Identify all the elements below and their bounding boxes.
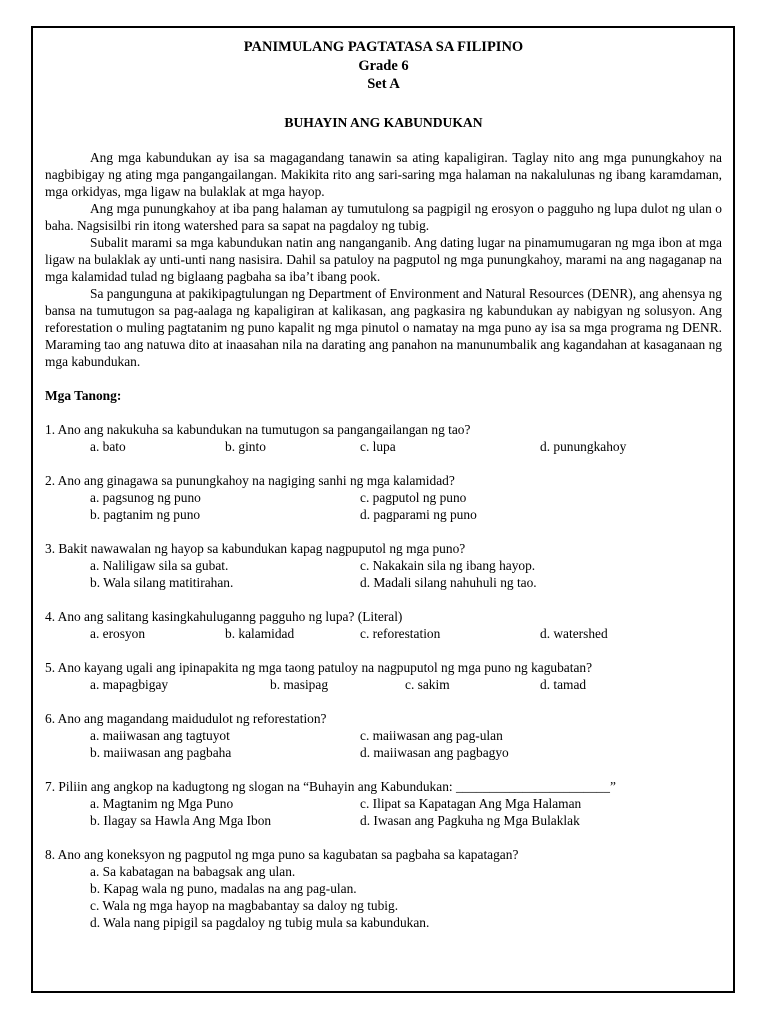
options	[45, 625, 722, 642]
option-b: b. ginto	[225, 438, 266, 454]
option-b: b. masipag	[270, 676, 329, 692]
option-d: d. Iwasan ang Pagkuha ng Mga Bulaklak	[360, 812, 580, 828]
option-b: b. Kapag wala ng puno, madalas na ang pag-ulan.	[90, 880, 357, 896]
option-c: c. lupa	[360, 438, 396, 454]
option-c: c. maiiwasan ang pag-ulan	[360, 727, 503, 743]
options	[45, 676, 722, 693]
question-7	[45, 778, 722, 829]
option-b: b. Ilagay sa Hawla Ang Mga Ibon	[90, 812, 272, 828]
story-paragraph: Subalit marami sa mga kabundukan natin ang nanganganib. Ang dating lugar na pinamumugaran ng mga ibon at mga ligaw na bulaklak ay unti-unti nang nasisira. Dahil sa patuloy na pagputol ng mga punungkahoy, marami na ang nagaganap na mga kalamidad tulad ng biglaang pagbaha sa iba’t ibang pook.	[45, 234, 722, 284]
option-c: c. Nakakain sila ng ibang hayop.	[360, 557, 536, 573]
option-d: d. Wala nang pipigil sa pagdaloy ng tubig mula sa kabundukan.	[90, 914, 430, 930]
question-stem: 2. Ano ang ginagawa sa punungkahoy na nagiging sanhi ng mga kalamidad?	[45, 472, 455, 488]
question-stem: 7. Piliin ang angkop na kadugtong ng slogan na “Buhayin ang Kabundukan: _______________________”	[45, 778, 616, 794]
option-d: d. tamad	[540, 676, 587, 692]
question-stem: 3. Bakit nawawalan ng hayop sa kabundukan kapag nagpuputol ng mga puno?	[45, 540, 466, 556]
option-a: a. Naliligaw sila sa gubat.	[90, 557, 229, 573]
worksheet	[45, 38, 722, 931]
question-4	[45, 608, 722, 642]
option-c: c. Ilipat sa Kapatagan Ang Mga Halaman	[360, 795, 582, 811]
options	[45, 438, 722, 455]
option-d: d. watershed	[540, 625, 608, 641]
options	[45, 795, 722, 829]
option-b: b. pagtanim ng puno	[90, 506, 201, 522]
options	[45, 557, 722, 591]
option-b: b. Wala silang matitirahan.	[90, 574, 234, 590]
option-d: d. maiiwasan ang pagbagyo	[360, 744, 509, 760]
story-paragraph: Ang mga punungkahoy at iba pang halaman ay tumutulong sa pagpigil ng erosyon o pagguho ng lupa dulot ng ulan o baha. Nagsisilbi rin itong watershed para sa sapat na pagdaloy ng tubig.	[45, 200, 722, 233]
options	[45, 727, 722, 761]
option-b: b. maiiwasan ang pagbaha	[90, 744, 232, 760]
question-stem: 4. Ano ang salitang kasingkahuluganng pagguho ng lupa? (Literal)	[45, 608, 403, 624]
worksheet-title: PANIMULANG PAGTATASA SA FILIPINO	[243, 39, 524, 55]
question-stem: 5. Ano kayang ugali ang ipinapakita ng mga taong patuloy na nagpuputol ng mga puno ng kagubatan?	[45, 659, 593, 675]
options	[45, 489, 722, 523]
question-6	[45, 710, 722, 761]
option-d: d. punungkahoy	[540, 438, 627, 454]
option-d: d. pagparami ng puno	[360, 506, 477, 522]
story-paragraph: Sa pangunguna at pakikipagtulungan ng Department of Environment and Natural Resources (DENR), ang ahensya ng bansa na tumutugon sa pag-aalaga ng kapaligiran at kalikasan, ang pagkasira ng kabundukan ay nabigyan ng solusyon. Ang reforestation o muling pagtatanim ng puno kapalit ng mga pinutol o namatay na mga puno ay isa sa mga programa ng DENR. Maraming tao ang natuwa dito at inaasahan nila na darating ang panahon na manunumbalik ang kagandahan at kasaganaan ng mga kabundukan.	[45, 285, 722, 369]
option-a: a. maiiwasan ang tagtuyot	[90, 727, 230, 743]
question-stem: 1. Ano ang nakukuha sa kabundukan na tumutugon sa pangangailangan ng tao?	[45, 421, 471, 437]
option-a: a. mapagbigay	[90, 676, 169, 692]
option-c: c. sakim	[405, 676, 450, 692]
option-c: c. Wala ng mga hayop na magbabantay sa daloy ng tubig.	[90, 897, 399, 913]
option-c: c. reforestation	[360, 625, 441, 641]
questions-heading: Mga Tanong:	[45, 387, 122, 403]
story-title: BUHAYIN ANG KABUNDUKAN	[284, 114, 483, 130]
option-a: a. erosyon	[90, 625, 146, 641]
grade-label: Grade 6	[358, 57, 409, 74]
story-paragraph: Ang mga kabundukan ay isa sa magagandang tanawin sa ating kapaligiran. Taglay nito ang mga punungkahoy na nagbibigay ng ating mga pangangailangan. Makikita rito ang sari-saring mga halaman na nakalulunas ng ibang karamdaman, mga orkidyas, mga ligaw na bulaklak at mga hayop.	[45, 149, 722, 199]
option-b: b. kalamidad	[225, 625, 295, 641]
option-a: a. bato	[90, 438, 126, 454]
option-c: c. pagputol ng puno	[360, 489, 467, 505]
question-1	[45, 421, 722, 455]
question-2	[45, 472, 722, 523]
set-label: Set A	[367, 76, 400, 92]
option-a: a. Magtanim ng Mga Puno	[90, 795, 234, 811]
question-5	[45, 659, 722, 693]
option-a: a. Sa kabatagan na babagsak ang ulan.	[90, 863, 296, 879]
option-d: d. Madali silang nahuhuli ng tao.	[360, 574, 537, 590]
question-stem: 8. Ano ang koneksyon ng pagputol ng mga puno sa kagubatan sa pagbaha sa kapatagan?	[45, 846, 519, 862]
option-a: a. pagsunog ng puno	[90, 489, 201, 505]
story-body	[45, 149, 722, 370]
options	[45, 863, 722, 931]
question-stem: 6. Ano ang magandang maidudulot ng reforestation?	[45, 710, 327, 726]
question-8	[45, 846, 722, 931]
question-3	[45, 540, 722, 591]
